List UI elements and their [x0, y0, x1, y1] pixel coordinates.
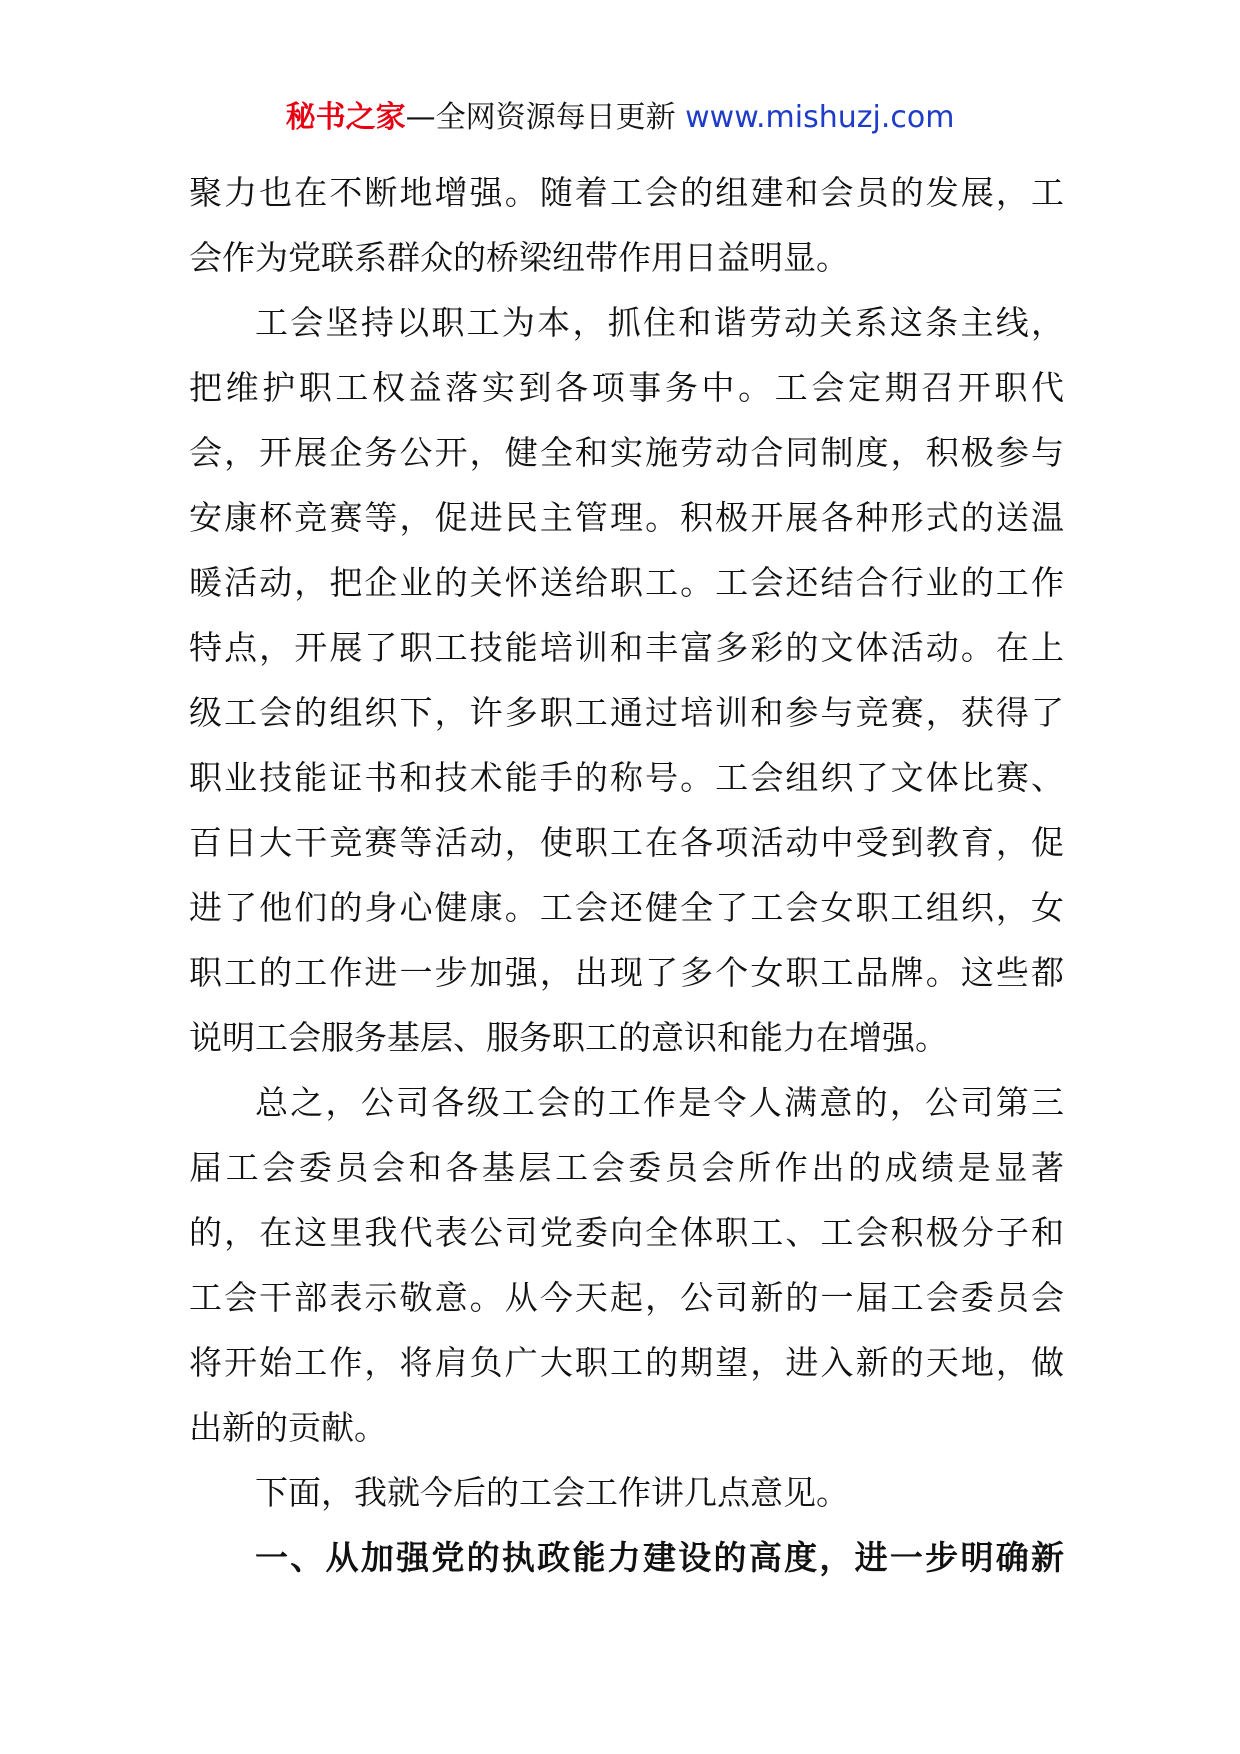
header-tagline: —全网资源每日更新: [405, 100, 686, 135]
text-line: 特点，开展了职工技能培训和丰富多彩的文体活动。在上: [189, 628, 1064, 667]
text-line: 届工会委员会和各基层工会委员会所作出的成绩是显著: [189, 1148, 1064, 1187]
text-line: 把维护职工权益落实到各项事务中。工会定期召开职代: [189, 368, 1064, 407]
text-line: 出新的贡献。: [189, 1408, 387, 1447]
text-line: 进了他们的身心健康。工会还健全了工会女职工组织，女: [189, 888, 1064, 927]
text-line: 会，开展企务公开，健全和实施劳动合同制度，积极参与: [189, 433, 1064, 472]
text-line: 暖活动，把企业的关怀送给职工。工会还结合行业的工作: [189, 563, 1064, 602]
site-url-link[interactable]: www.mishuzj.com: [685, 100, 955, 135]
brand-name: 秘书之家: [285, 100, 406, 135]
text-line: 的，在这里我代表公司党委向全体职工、工会积极分子和: [189, 1213, 1064, 1252]
text-line: 职工的工作进一步加强，出现了多个女职工品牌。这些都: [189, 953, 1064, 992]
text-line: 聚力也在不断地增强。随着工会的组建和会员的发展，工: [189, 173, 1064, 212]
site-header: [0, 98, 1240, 138]
text-line: 总之，公司各级工会的工作是令人满意的，公司第三: [255, 1083, 1064, 1122]
text-line: 说明工会服务基层、服务职工的意识和能力在增强。: [189, 1018, 948, 1057]
text-line: 工会坚持以职工为本，抓住和谐劳动关系这条主线，: [255, 303, 1064, 342]
text-line: 会作为党联系群众的桥梁纽带作用日益明显。: [189, 238, 849, 277]
text-line: 级工会的组织下，许多职工通过培训和参与竞赛，获得了: [189, 693, 1064, 732]
text-line: 百日大干竞赛等活动，使职工在各项活动中受到教育，促: [189, 823, 1064, 862]
text-line: 工会干部表示敬意。从今天起，公司新的一届工会委员会: [189, 1278, 1064, 1317]
section-heading: 一、从加强党的执政能力建设的高度，进一步明确新: [255, 1538, 1064, 1577]
text-line: 下面，我就今后的工会工作讲几点意见。: [255, 1473, 849, 1512]
text-line: 安康杯竞赛等，促进民主管理。积极开展各种形式的送温: [189, 498, 1064, 537]
text-line: 将开始工作，将肩负广大职工的期望，进入新的天地，做: [189, 1343, 1064, 1382]
document-body: [189, 160, 1064, 1590]
text-line: 职业技能证书和技术能手的称号。工会组织了文体比赛、: [189, 758, 1064, 797]
